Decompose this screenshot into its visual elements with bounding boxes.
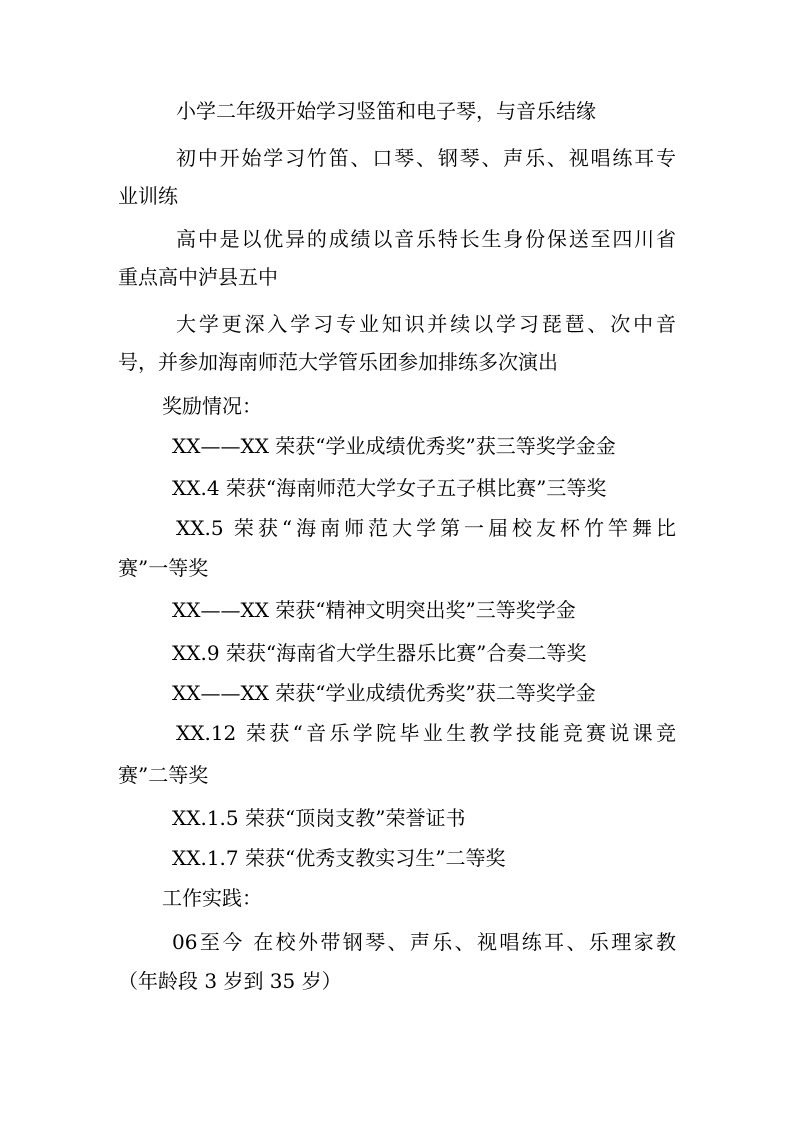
text-line: 大学更深入学习专业知识并续以学习琵琶、次中音 — [176, 312, 676, 336]
award-line: XX.1.5 荣获“顶岗支教”荣誉证书 — [172, 806, 466, 830]
award-line: XX.5 荣获“海南师范大学第一届校友杯竹竿舞比 — [176, 516, 676, 540]
text-line: 重点高中泸县五中 — [118, 265, 278, 289]
award-line: 赛”一等奖 — [118, 556, 209, 580]
section-heading: 工作实践： — [162, 886, 262, 910]
text-line: 小学二年级开始学习竖笛和电子琴，与音乐结缘 — [176, 99, 596, 123]
text-line: （年龄段 3 岁到 35 岁） — [118, 969, 342, 993]
award-line: 赛”二等奖 — [118, 763, 209, 787]
award-line: XX——XX 荣获“精神文明突出奖”三等奖学金 — [172, 598, 576, 622]
text-line: 06至今 在校外带钢琴、声乐、视唱练耳、乐理家教 — [172, 930, 676, 954]
text-line: 高中是以优异的成绩以音乐特长生身份保送至四川省 — [176, 227, 676, 251]
award-line: XX.12 荣获“音乐学院毕业生教学技能竞赛说课竞 — [176, 721, 676, 745]
award-line: XX——XX 荣获“学业成绩优秀奖”获二等奖学金 — [172, 681, 596, 705]
text-line: 业训练 — [118, 184, 178, 208]
section-heading: 奖励情况： — [162, 394, 262, 418]
award-line: XX.4 荣获“海南师范大学女子五子棋比赛”三等奖 — [172, 476, 607, 500]
award-line: XX——XX 荣获“学业成绩优秀奖”获三等奖学金金 — [172, 434, 616, 458]
award-line: XX.1.7 荣获“优秀支教实习生”二等奖 — [172, 846, 506, 870]
award-line: XX.9 荣获“海南省大学生器乐比赛”合奏二等奖 — [172, 641, 587, 665]
text-line: 初中开始学习竹笛、口琴、钢琴、声乐、视唱练耳专 — [176, 146, 676, 170]
text-line: 号，并参加海南师范大学管乐团参加排练多次演出 — [118, 350, 558, 374]
